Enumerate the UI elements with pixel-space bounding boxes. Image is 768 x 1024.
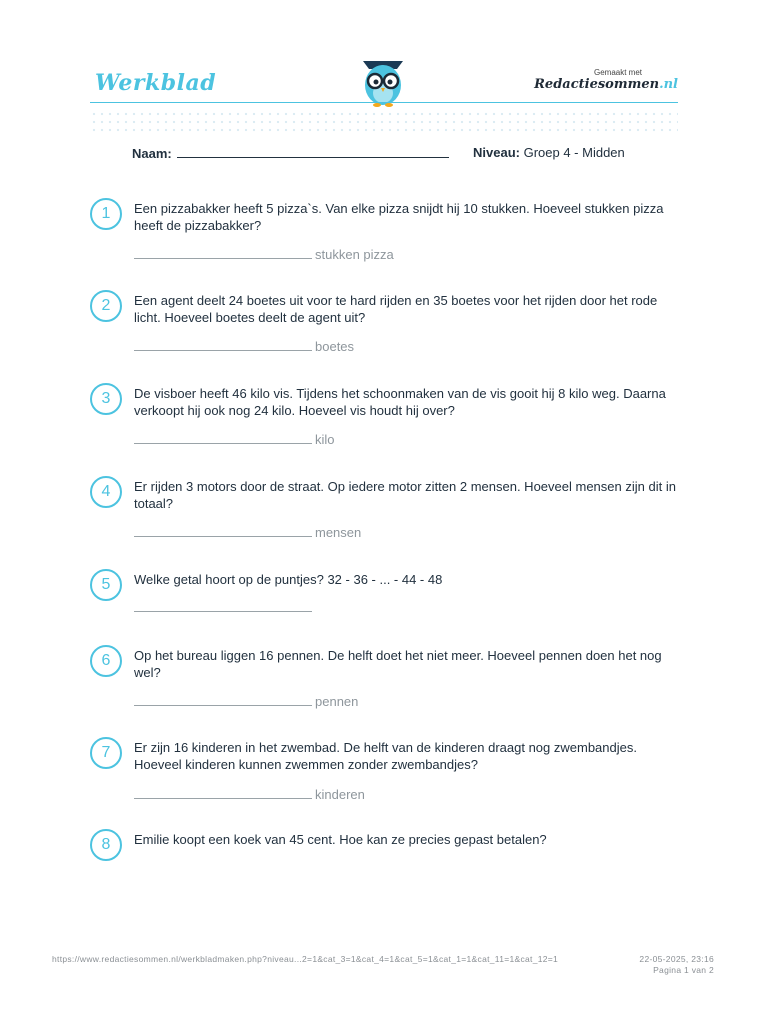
header-divider	[90, 102, 678, 103]
answer-blank	[134, 431, 312, 444]
answer-blank	[134, 524, 312, 537]
answer-line	[134, 246, 394, 262]
page-header	[0, 0, 768, 140]
naam-field	[132, 145, 449, 161]
answer-line	[134, 599, 315, 615]
question-number: 7	[90, 737, 122, 769]
answer-unit: stukken pizza	[315, 247, 394, 262]
question-number: 5	[90, 569, 122, 601]
question-number: 1	[90, 198, 122, 230]
question-number: 3	[90, 383, 122, 415]
niveau-label: Niveau:	[473, 145, 520, 160]
brand-name-suffix: .nl	[659, 77, 678, 92]
footer-url: https://www.redactiesommen.nl/werkbladmaken.php?niveau...2=1&cat_3=1&cat_4=1&cat_5=1&cat_1=1&cat_11=1&cat_12=1	[52, 954, 559, 964]
question-text: Emilie koopt een koek van 45 cent. Hoe kan ze precies gepast betalen?	[134, 832, 547, 847]
brand-name	[534, 77, 678, 92]
naam-label: Naam:	[132, 146, 172, 161]
answer-unit: kinderen	[315, 787, 365, 802]
footer-page-number: Pagina 1 van 2	[653, 965, 714, 975]
dot-pattern	[90, 110, 678, 134]
answer-blank	[134, 786, 312, 799]
question-number: 4	[90, 476, 122, 508]
niveau-field	[473, 145, 625, 160]
answer-line	[134, 693, 358, 709]
answer-blank	[134, 693, 312, 706]
question-text: Er rijden 3 motors door de straat. Op iedere motor zitten 2 mensen. Hoeveel mensen zijn dit in totaal?	[134, 479, 676, 511]
werkblad-logo: Werkblad	[95, 70, 217, 96]
answer-blank	[134, 246, 312, 259]
question-number: 8	[90, 829, 122, 861]
brand-block	[534, 68, 678, 92]
answer-line	[134, 786, 365, 802]
niveau-value: Groep 4 - Midden	[523, 145, 625, 160]
question-text: De visboer heeft 46 kilo vis. Tijdens het schoonmaken van de vis gooit hij 8 kilo weg. Daarna verkoopt hij ook nog 24 kilo. Hoeveel vis houdt hij over?	[134, 386, 666, 418]
owl-mascot-icon	[355, 55, 411, 107]
question-number: 6	[90, 645, 122, 677]
brand-tagline: Gemaakt met	[593, 68, 642, 77]
question-text: Er zijn 16 kinderen in het zwembad. De helft van de kinderen draagt nog zwembandjes. Hoeveel kinderen kunnen zwemmen zonder zwembandjes?	[134, 740, 637, 772]
question-text: Op het bureau liggen 16 pennen. De helft doet het niet meer. Hoeveel pennen doen het nog wel?	[134, 648, 662, 680]
answer-unit: mensen	[315, 525, 362, 540]
question-number: 2	[90, 290, 122, 322]
naam-blank-line	[177, 145, 449, 158]
footer-datetime: 22-05-2025, 23:16	[639, 954, 714, 964]
question-text: Een agent deelt 24 boetes uit voor te hard rijden en 35 boetes voor het rijden door het rode licht. Hoeveel boetes deelt de agent uit?	[134, 293, 658, 325]
answer-unit: pennen	[315, 694, 359, 709]
footer-info	[639, 954, 714, 976]
brand-name-main: Redactiesommen	[534, 77, 660, 92]
question-text: Een pizzabakker heeft 5 pizza`s. Van elke pizza snijdt hij 10 stukken. Hoeveel stukken pizza heeft de pizzabakker?	[134, 201, 664, 233]
answer-line	[134, 338, 354, 354]
answer-blank	[134, 599, 312, 612]
answer-unit: boetes	[315, 339, 355, 354]
answer-blank	[134, 338, 312, 351]
answer-line	[134, 431, 335, 447]
answer-unit: kilo	[315, 432, 335, 447]
question-text: Welke getal hoort op de puntjes? 32 - 36 - ... - 44 - 48	[134, 572, 443, 587]
answer-line	[134, 524, 361, 540]
